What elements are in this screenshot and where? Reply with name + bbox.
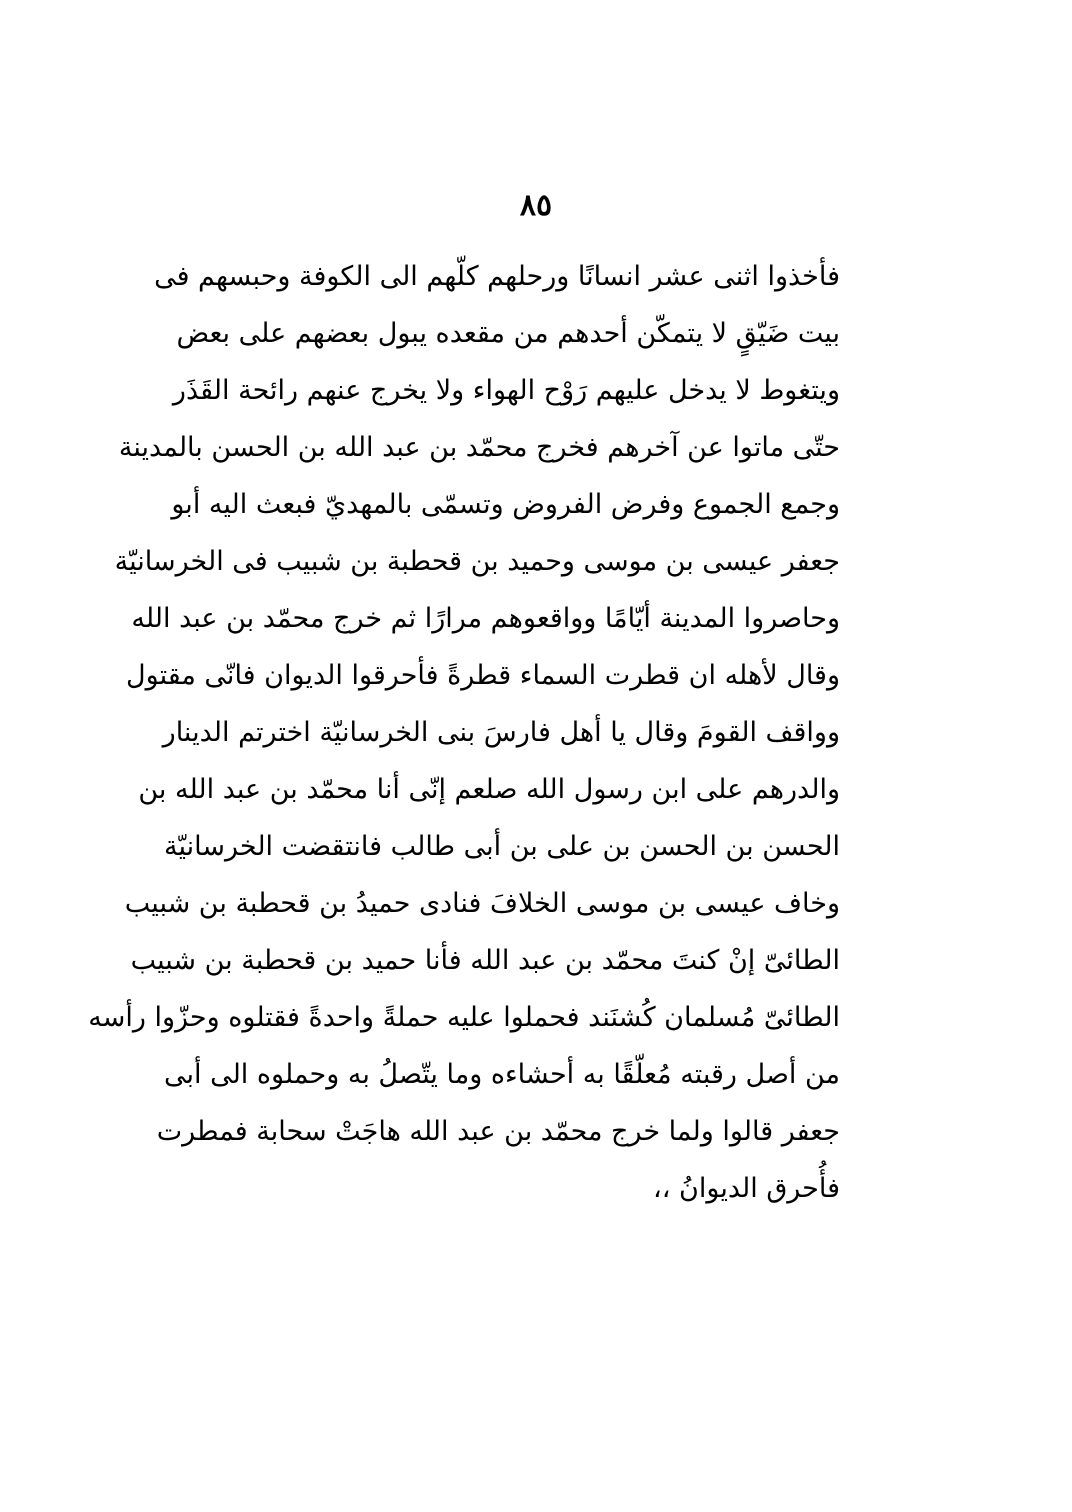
text-line: وحاصروا المدينة أيّامًا وواقعوهم مرارًا ثم خرج محمّد بن عبد الله <box>131 603 840 634</box>
text-line: جعفر عيسى بن موسى وحميد بن قحطبة بن شبيب فى الخرسانيّة <box>114 546 840 577</box>
text-line: ويتغوط لا يدخل عليهم رَوْح الهواء ولا يخرج عنهم رائحة القَذَر <box>172 375 840 406</box>
text-line-last: فأُحرق الديوانُ ،، <box>653 1173 840 1204</box>
text-line: حتّى ماتوا عن آخرهم فخرج محمّد بن عبد الله بن الحسن بالمدينة <box>118 432 840 463</box>
text-line: جعفر قالوا ولما خرج محمّد بن عبد الله هاجَتْ سحابة فمطرت <box>156 1116 840 1147</box>
page-number: ٨٥ <box>519 188 553 223</box>
text-line: وقال لأهله ان قطرت السماء قطرةً فأحرقوا الديوان فانّى مقتول <box>126 660 840 691</box>
text-line: والدرهم على ابن رسول الله صلعم إنّى أنا محمّد بن عبد الله بن <box>138 774 840 805</box>
text-line: فأخذوا اثنى عشر انسانًا ورحلهم كلّهم الى الكوفة وحبسهم فى <box>154 261 840 292</box>
text-line: وجمع الجموع وفرض الفروض وتسمّى بالمهديّ فبعث اليه أبو <box>171 489 840 520</box>
text-line: من أصل رقبته مُعلّقًا به أحشاءه وما يتّصلُ به وحملوه الى أبى <box>163 1059 840 1090</box>
body-text <box>88 248 840 1217</box>
text-line: وخاف عيسى بن موسى الخلافَ فنادى حميدُ بن قحطبة بن شبيب <box>124 888 840 919</box>
text-line: وواقف القومَ وقال يا أهل فارسَ بنى الخرسانيّة اخترتم الدينار <box>162 717 840 748</box>
text-line: الطائىّ مُسلمان كُشنَند فحملوا عليه حملةً واحدةً فقتلوه وحزّوا رأسه <box>88 1002 840 1033</box>
text-line: الطائىّ إنْ كنتَ محمّد بن عبد الله فأنا حميد بن قحطبة بن شبيب <box>130 945 840 976</box>
text-line: بيت ضَيّقٍ لا يتمكّن أحدهم من مقعده يبول بعضهم على بعض <box>176 318 840 349</box>
text-line: الحسن بن الحسن بن على بن أبى طالب فانتقضت الخرسانيّة <box>164 831 840 862</box>
